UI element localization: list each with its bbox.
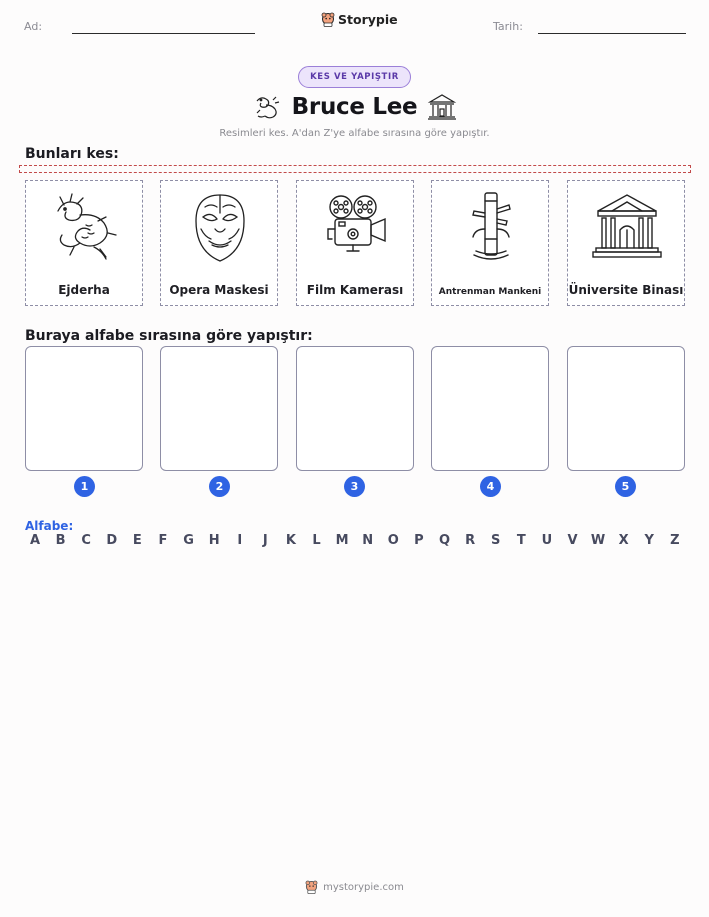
- cut-card-dragon[interactable]: [25, 180, 143, 306]
- storypie-mascot-icon: [321, 12, 335, 27]
- number-badge-4: 4: [480, 476, 501, 497]
- alphabet-letter: L: [312, 533, 321, 548]
- alphabet-letter: D: [106, 533, 118, 548]
- date-label: Tarih:: [493, 20, 523, 33]
- storypie-mascot-icon: [305, 880, 318, 894]
- alphabet-letter: U: [541, 533, 553, 548]
- paste-box-2[interactable]: [160, 346, 278, 471]
- alphabet-letter: Y: [644, 533, 654, 548]
- instructions: Resimleri kes. A'dan Z'ye alfabe sırasına göre yapıştır.: [219, 128, 490, 139]
- page-title: Bruce Lee: [291, 94, 418, 120]
- cut-line: [19, 165, 691, 173]
- card-label: Film Kamerası: [306, 283, 404, 297]
- cut-card-university-building[interactable]: [567, 180, 685, 306]
- paste-box-5[interactable]: [567, 346, 685, 471]
- alphabet-letter: P: [414, 533, 424, 548]
- alphabet-letter: S: [491, 533, 501, 548]
- alphabet-letter: M: [335, 533, 349, 548]
- cut-card-training-dummy[interactable]: [431, 180, 549, 306]
- training-dummy-icon: [456, 189, 526, 267]
- dragon-icon: [50, 189, 120, 267]
- opera-mask-icon: [185, 189, 255, 267]
- alphabet-letter: E: [132, 533, 142, 548]
- title-row: [0, 92, 709, 122]
- number-badge-5: 5: [615, 476, 636, 497]
- footer-url[interactable]: mystorypie.com: [323, 881, 404, 893]
- cut-heading: Bunları kes:: [25, 146, 119, 162]
- alphabet-letter: C: [81, 533, 91, 548]
- footer: [0, 880, 709, 894]
- date-line: [538, 33, 686, 34]
- alphabet-letter: N: [362, 533, 374, 548]
- card-label: Ejderha: [58, 283, 110, 297]
- alphabet-row: [25, 533, 685, 548]
- dragon-icon: [252, 92, 282, 122]
- card-label: Opera Maskesi: [169, 283, 269, 297]
- card-label: Antrenman Mankeni: [438, 287, 542, 297]
- university-building-icon: [592, 189, 662, 267]
- alphabet-letter: W: [590, 533, 606, 548]
- paste-heading: Buraya alfabe sırasına göre yapıştır:: [25, 328, 313, 344]
- card-label: Üniversite Binası: [568, 283, 684, 297]
- name-line: [72, 33, 255, 34]
- cut-card-film-camera[interactable]: [296, 180, 414, 306]
- alphabet-letter: V: [567, 533, 578, 548]
- alphabet-letter: J: [262, 533, 268, 548]
- alphabet-letter: B: [55, 533, 66, 548]
- alphabet-letter: X: [618, 533, 629, 548]
- alphabet-letter: H: [208, 533, 220, 548]
- brand-name: Storypie: [338, 12, 398, 27]
- alphabet-letter: A: [29, 533, 41, 548]
- film-camera-icon: [321, 189, 391, 267]
- alphabet-letter: F: [158, 533, 168, 548]
- activity-badge: KES VE YAPIŞTIR: [298, 66, 411, 88]
- number-badge-2: 2: [209, 476, 230, 497]
- alphabet-letter: G: [183, 533, 194, 548]
- paste-box-1[interactable]: [25, 346, 143, 471]
- paste-box-4[interactable]: [431, 346, 549, 471]
- university-building-icon: [427, 92, 457, 122]
- alphabet-letter: R: [465, 533, 476, 548]
- alphabet-letter: Q: [438, 533, 451, 548]
- alphabet-letter: T: [516, 533, 526, 548]
- cut-card-opera-mask[interactable]: [160, 180, 278, 306]
- alphabet-letter: O: [387, 533, 399, 548]
- paste-box-3[interactable]: [296, 346, 414, 471]
- alphabet-title: Alfabe:: [25, 519, 74, 533]
- name-label: Ad:: [24, 20, 43, 33]
- number-badge-1: 1: [74, 476, 95, 497]
- brand-logo: [321, 12, 398, 27]
- alphabet-letter: I: [237, 533, 243, 548]
- alphabet-letter: Z: [670, 533, 680, 548]
- number-badge-3: 3: [344, 476, 365, 497]
- alphabet-letter: K: [285, 533, 296, 548]
